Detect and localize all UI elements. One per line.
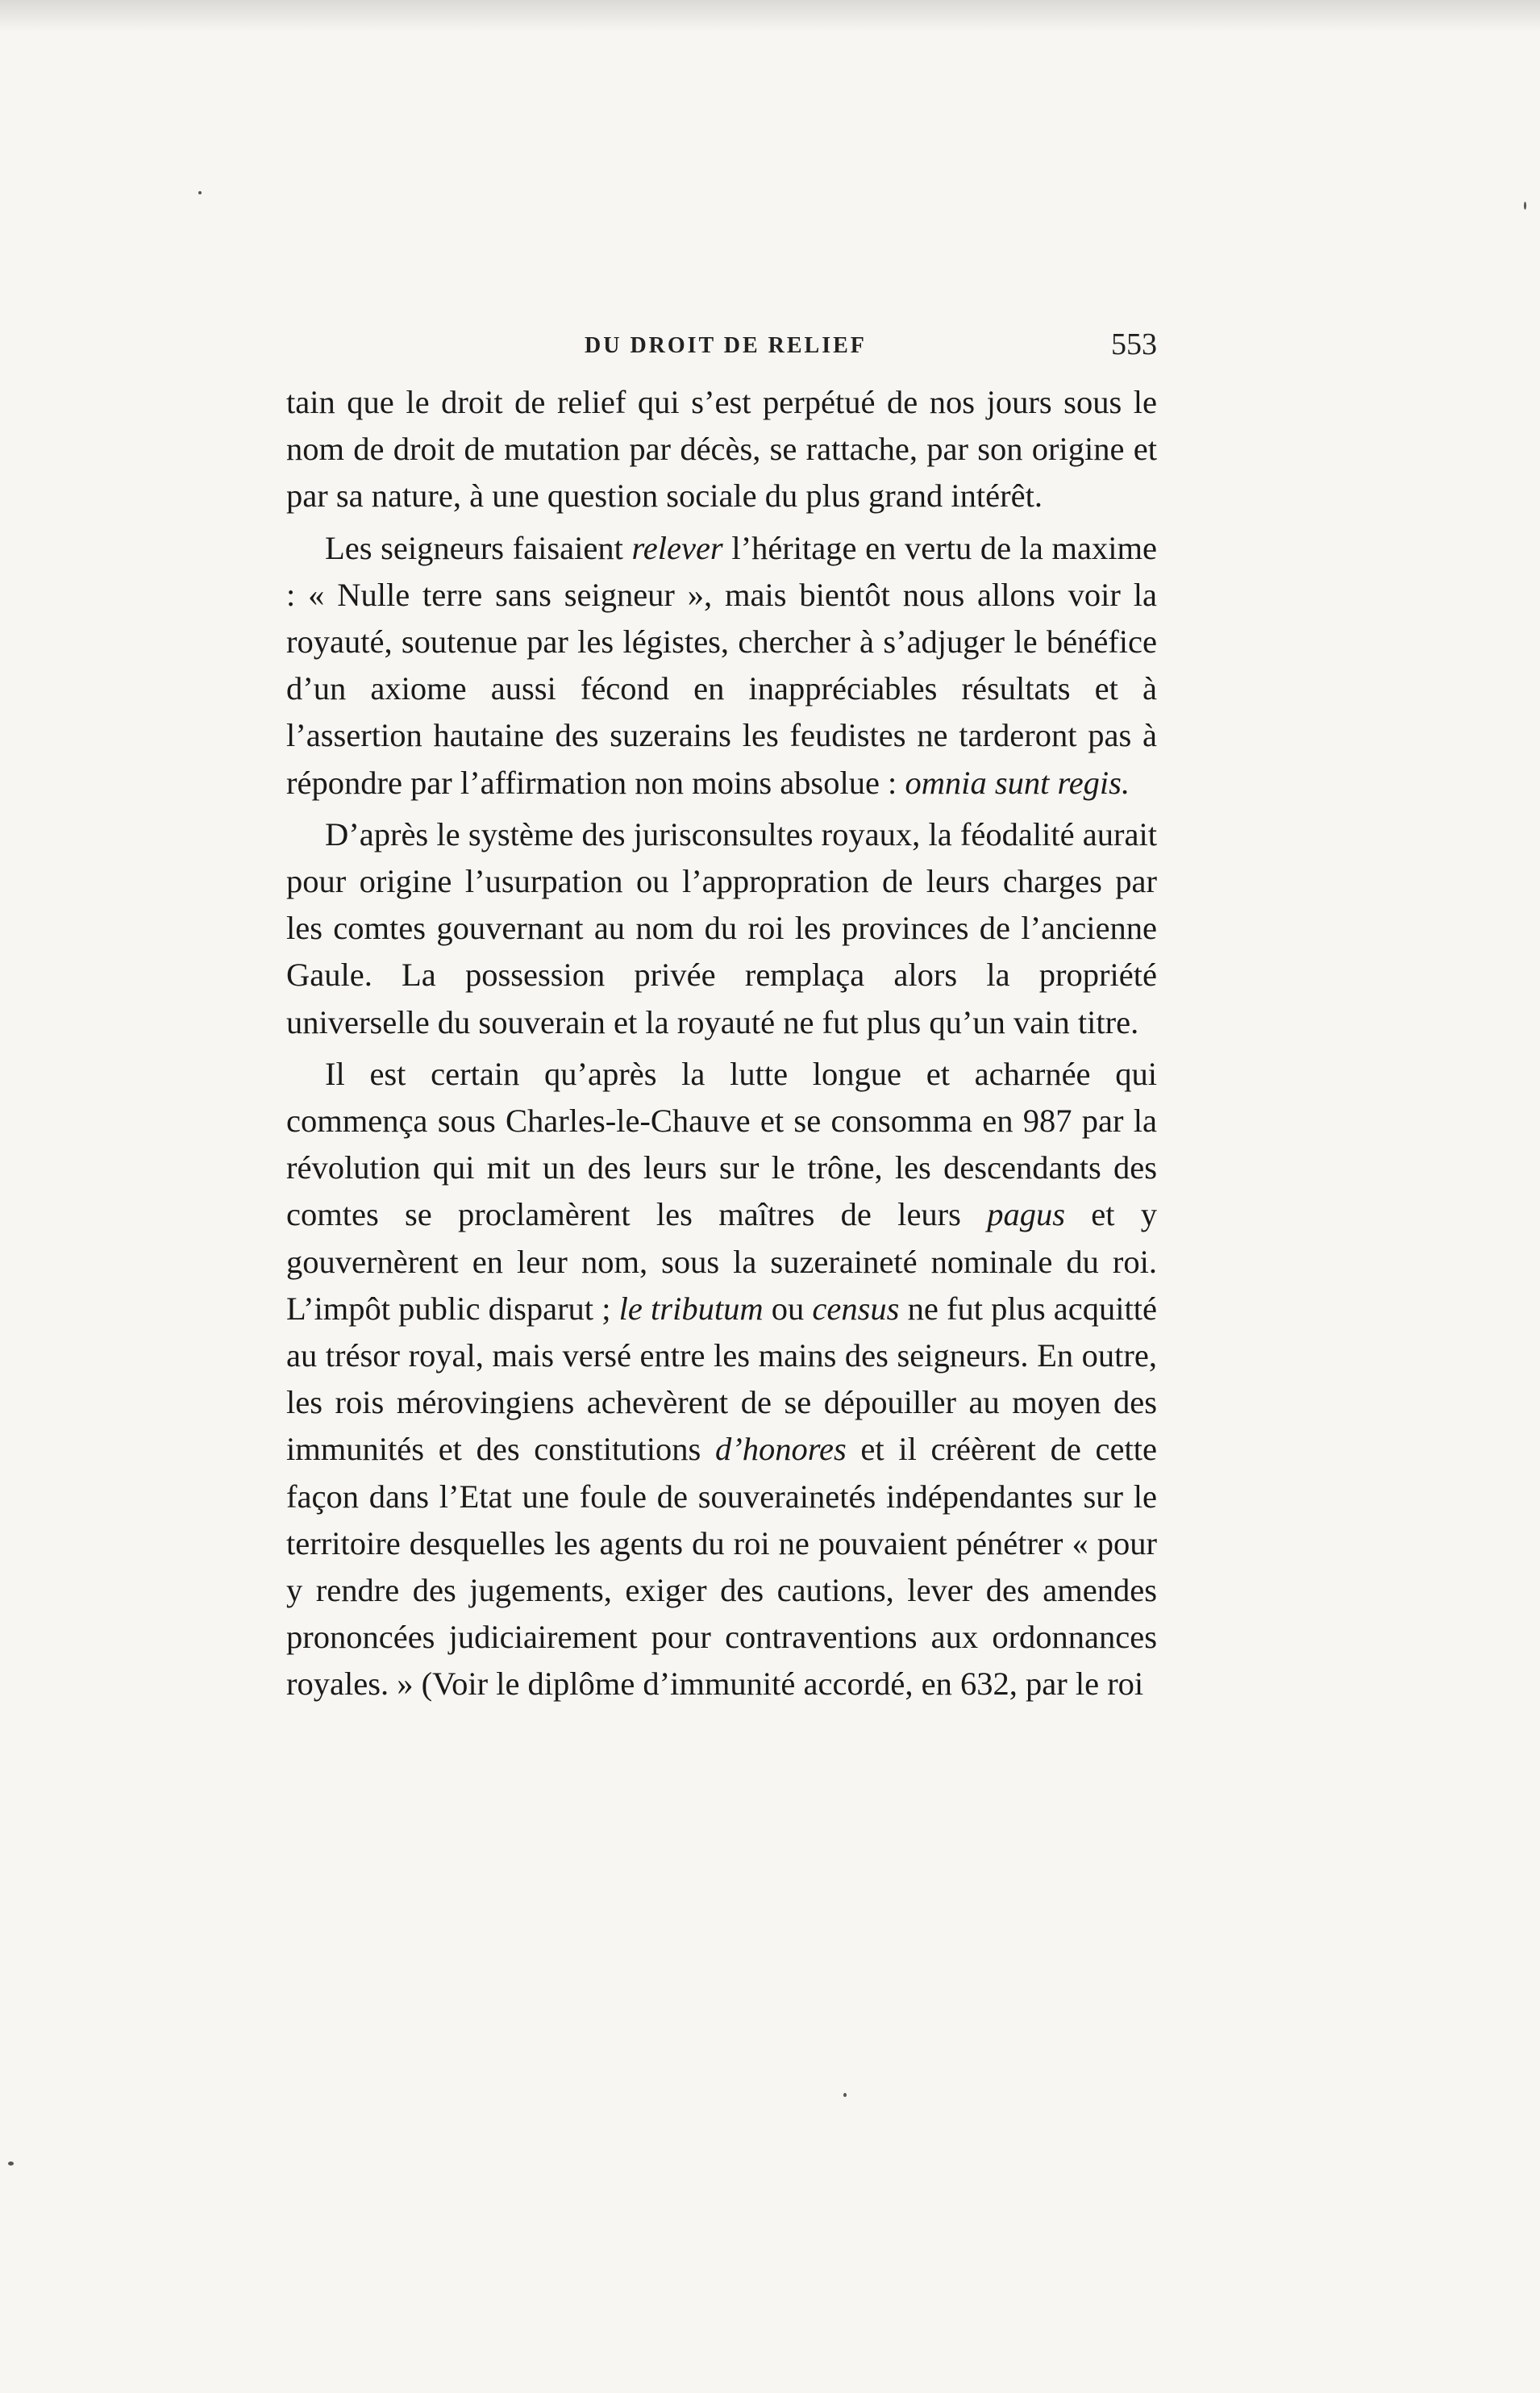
scan-speck [843,2093,847,2097]
italic-term: omnia sunt regis. [905,764,1130,801]
scan-speck [1524,202,1526,210]
text-run: Les seigneurs faisaient [325,529,632,566]
scan-speck [8,2162,14,2166]
italic-term: le tributum [618,1290,764,1327]
page-header [286,327,1157,375]
italic-term: d’honores [715,1431,847,1468]
italic-term: relever [631,529,723,566]
paragraph [286,1051,1157,1708]
text-run: D’après le système des jurisconsultes royaux, la féodalité aurait pour origine l’usurpation ou l’appropration de leurs charges par les comtes gouvernant au nom du roi les provinces de l’ancienne Gaule. La possession privée remplaça alors la propriété universelle du souverain et la royauté ne fut plus qu’un vain titre. [286,815,1157,1040]
text-run: tain que le droit de relief qui s’est perpétué de nos jours sous le nom de droit de mutation par décès, se rattache, par son origine et par sa nature, à une question sociale du plus grand intérêt. [286,384,1157,515]
paragraph [286,811,1157,1046]
scan-speck [198,191,202,194]
running-title: DU DROIT DE RELIEF [585,333,867,358]
text-run: et il créèrent de cette façon dans l’Etat une foule de souverainetés indépendantes sur le territoire desquelles les agents du roi ne pouvaient pénétrer « pour y rendre des jugements, exiger des cautions, lever des amendes prononcées judiciairement pour contraventions aux ordonnances royales. » (Voir le diplôme d’immunité accordé, en 632, par le roi [286,1431,1157,1703]
text-run: ou [763,1290,813,1327]
paragraph [286,525,1157,807]
text-run: Il est certain qu’après la lutte longue et acharnée qui commença sous Charles-le-Chauve et se consomma en 987 par la révolution qui mit un des leurs sur le trône, les descendants des comtes se proclamèrent les maîtres de leurs [286,1055,1157,1233]
body-text [286,379,1157,1708]
scan-edge-noise [0,0,1540,32]
italic-term: census [812,1290,900,1327]
paragraph [286,379,1157,520]
page-number: 553 [1111,327,1157,361]
text-run: l’héritage en vertu de la maxime : « Nulle terre sans seigneur », mais bientôt nous allons voir la royauté, soutenue par les légistes, chercher à s’adjuger le bénéfice d’un axiome aussi fécond en inappréciables résultats et à l’assertion hautaine des suzerains les feudistes ne tarderont pas à répondre par l’affirmation non moins absolue : [286,529,1157,801]
text-run: ne fut plus acquitté au trésor royal, mais versé entre les mains des seigneurs. En outre, les rois mérovingiens achevèrent de se dépouiller au moyen des immunités et des constitutions [286,1290,1157,1468]
text-run: et y gouvernèrent en leur nom, sous la suzeraineté nominale du roi. L’impôt public disparut ; [286,1196,1158,1327]
italic-term: pagus [987,1196,1065,1233]
